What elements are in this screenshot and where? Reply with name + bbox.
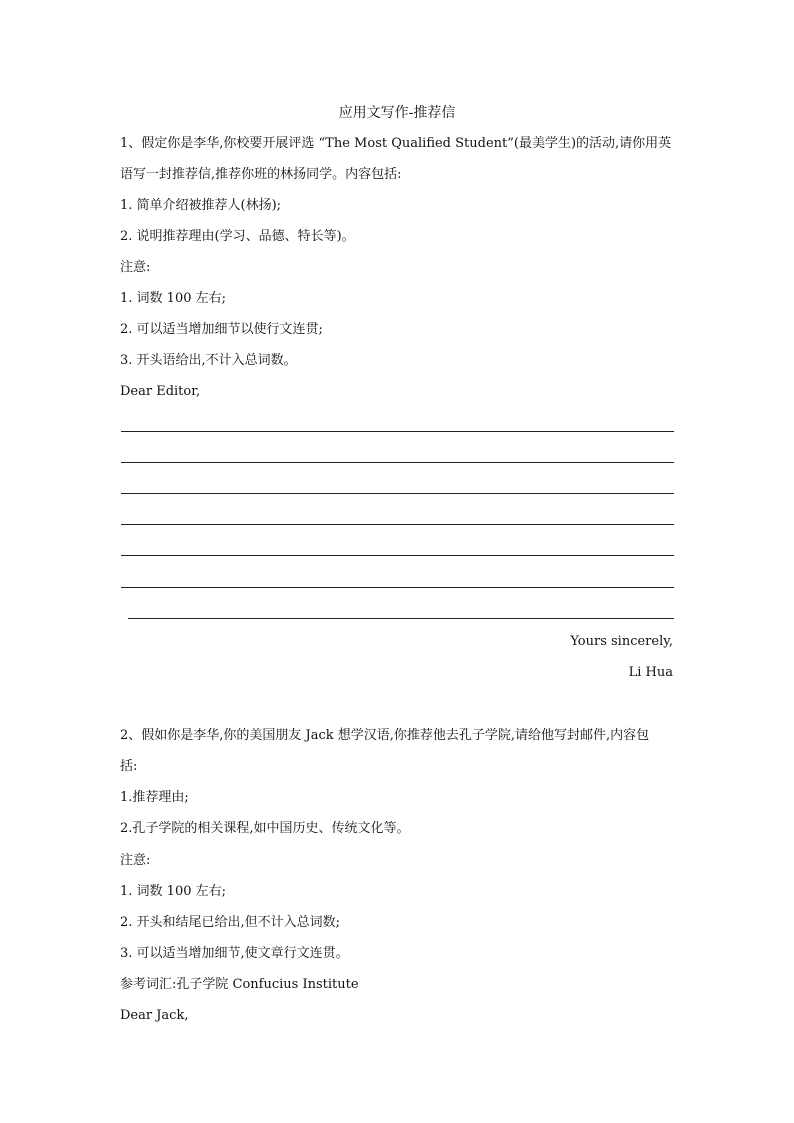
writing-line[interactable]	[121, 462, 674, 463]
q1-prompt-line-2: 语写一封推荐信,推荐你班的林扬同学。内容包括:	[120, 167, 402, 182]
writing-line[interactable]	[121, 493, 674, 494]
q2-prompt-line-2: 括:	[120, 759, 138, 774]
writing-line[interactable]	[121, 555, 674, 556]
q1-note-2: 2. 可以适当增加细节以使行文连贯;	[120, 322, 323, 337]
q1-point-2: 2. 说明推荐理由(学习、品德、特长等)。	[120, 229, 355, 244]
q1-signature: Li Hua	[628, 665, 673, 680]
writing-line[interactable]	[121, 524, 674, 525]
writing-line[interactable]	[121, 587, 674, 588]
q2-note-2: 2. 开头和结尾已给出,但不计入总词数;	[120, 915, 341, 930]
q1-note-label: 注意:	[120, 260, 151, 275]
writing-line[interactable]	[121, 431, 674, 432]
q2-point-1: 1.推荐理由;	[120, 790, 189, 805]
q2-note-3: 3. 可以适当增加细节,使文章行文连贯。	[120, 946, 349, 961]
q1-note-3: 3. 开头语给出,不计入总词数。	[120, 353, 297, 368]
q1-point-1: 1. 简单介绍被推荐人(林扬);	[120, 198, 282, 213]
q2-note-label: 注意:	[120, 853, 151, 868]
q2-note-1: 1. 词数 100 左右;	[120, 884, 226, 899]
document-title: 应用文写作-推荐信	[338, 105, 456, 121]
q1-greeting: Dear Editor,	[120, 384, 201, 399]
q1-prompt-line-1: 1、假定你是李华,你校要开展评选 “The Most Qualified Student”(最美学生)的活动,请你用英	[120, 136, 672, 151]
q1-closing: Yours sincerely,	[570, 634, 673, 649]
writing-line[interactable]	[128, 618, 674, 619]
q2-point-2: 2.孔子学院的相关课程,如中国历史、传统文化等。	[120, 821, 410, 836]
q2-prompt-line-1: 2、假如你是李华,你的美国朋友 Jack 想学汉语,你推荐他去孔子学院,请给他写封邮件,内容包	[120, 728, 650, 743]
q2-greeting: Dear Jack,	[120, 1008, 189, 1023]
q1-note-1: 1. 词数 100 左右;	[120, 291, 226, 306]
q2-vocab: 参考词汇:孔子学院 Confucius Institute	[120, 977, 359, 992]
